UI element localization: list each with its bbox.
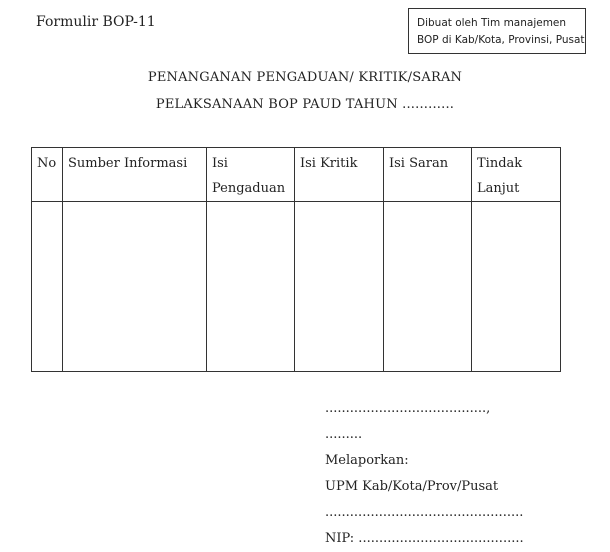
date-continuation: ......... xyxy=(325,427,363,442)
name-line: ................................................ xyxy=(325,505,524,520)
header-isi-saran: Isi Saran xyxy=(384,148,472,202)
cell-tindak-lanjut xyxy=(472,202,561,372)
cell-no xyxy=(32,202,63,372)
reporter-label: Melaporkan: xyxy=(325,453,409,468)
header-no: No xyxy=(32,148,63,202)
reporting-unit: UPM Kab/Kota/Prov/Pusat xyxy=(325,479,499,494)
form-code: Formulir BOP-11 xyxy=(36,14,156,30)
document-title: PENANGANAN PENGADUAN/ KRITIK/SARAN xyxy=(147,70,463,85)
place-date-line: ......................................., xyxy=(325,401,491,416)
cell-sumber-informasi xyxy=(63,202,207,372)
cell-isi-pengaduan xyxy=(207,202,295,372)
header-sumber-informasi: Sumber Informasi xyxy=(63,148,207,202)
maker-note-box xyxy=(408,8,586,54)
header-isi-kritik: Isi Kritik xyxy=(295,148,384,202)
signature-block xyxy=(325,396,524,552)
header-isi-pengaduan: Isi Pengaduan xyxy=(207,148,295,202)
nip-line: NIP: ........................................ xyxy=(325,531,524,546)
header-tindak-lanjut: Tindak Lanjut xyxy=(472,148,561,202)
complaints-table xyxy=(31,147,561,372)
document-subtitle: PELAKSANAAN BOP PAUD TAHUN ............ xyxy=(155,97,455,112)
cell-isi-kritik xyxy=(295,202,384,372)
table-header-row xyxy=(32,148,561,202)
maker-note-line-1: Dibuat oleh Tim manajemen xyxy=(417,17,567,29)
cell-isi-saran xyxy=(384,202,472,372)
maker-note-line-2: BOP di Kab/Kota, Provinsi, Pusat xyxy=(417,34,585,46)
table-row xyxy=(32,202,561,372)
